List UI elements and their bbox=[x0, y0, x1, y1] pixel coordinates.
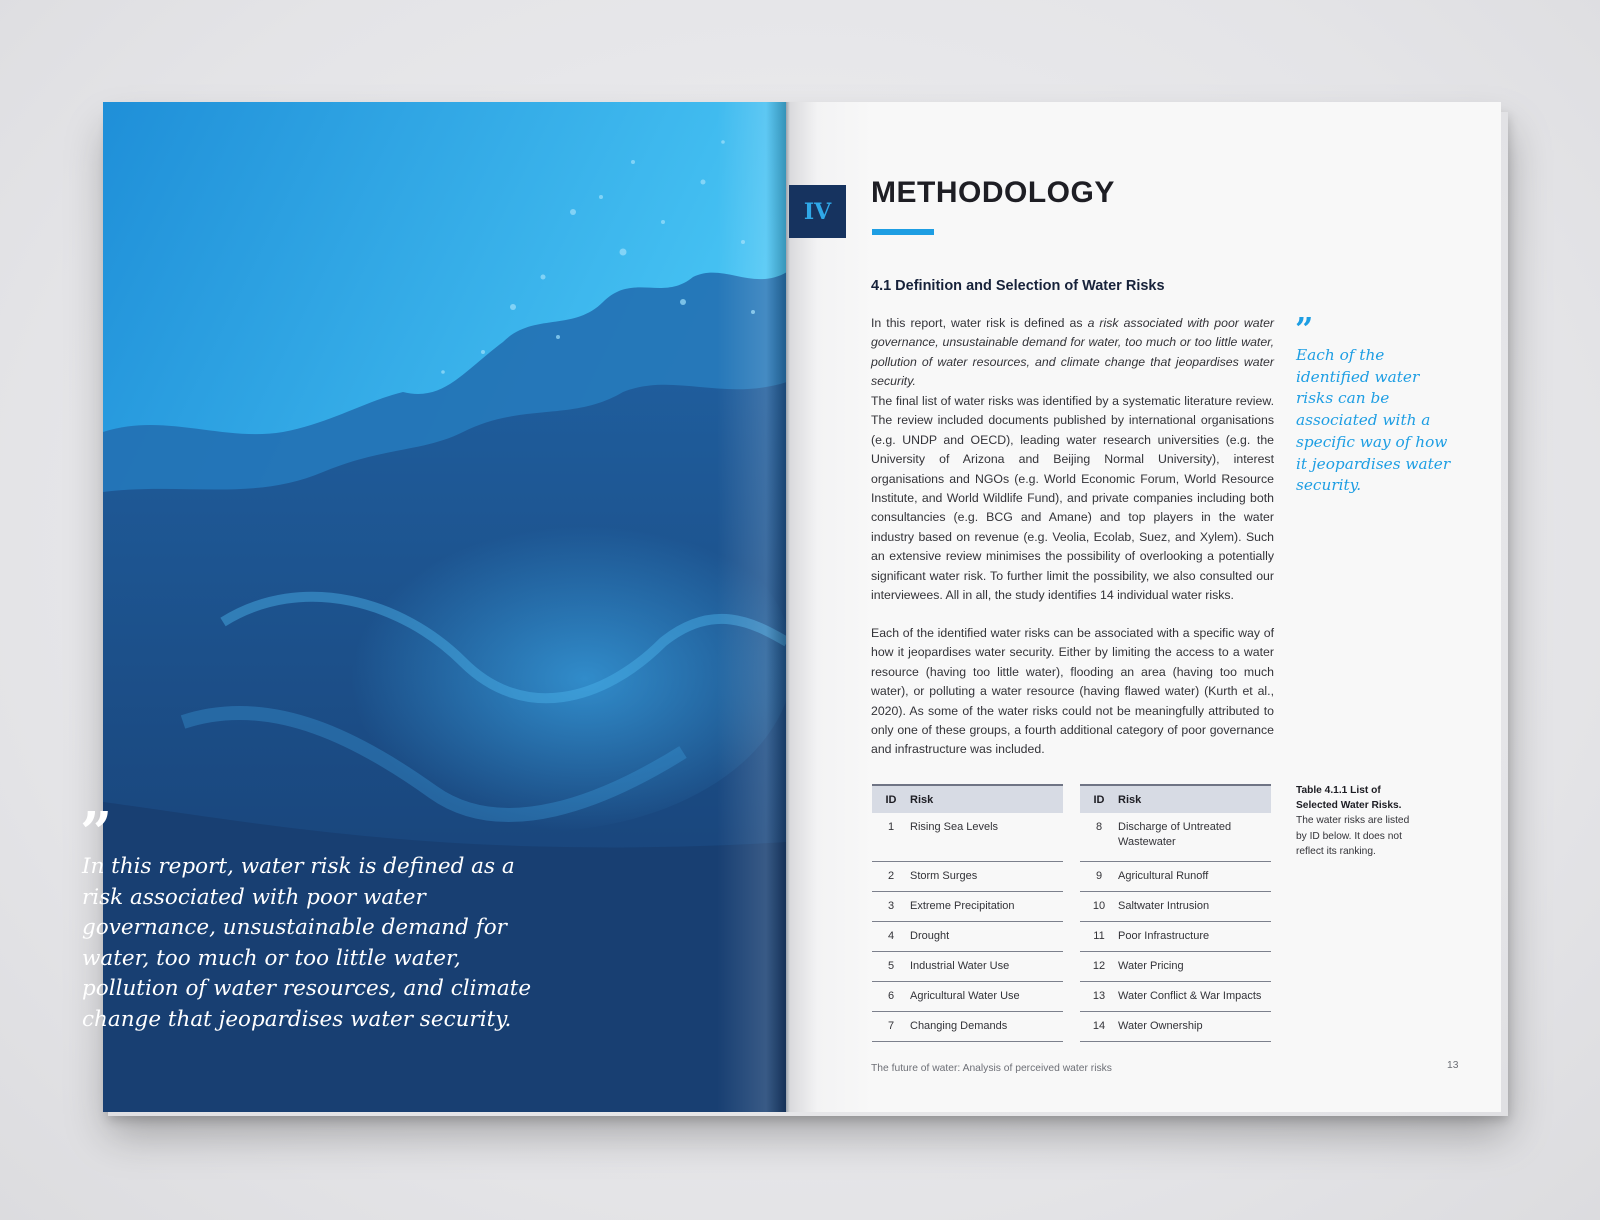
risk-name: Water Ownership bbox=[1118, 1020, 1203, 1032]
paragraph-categories: Each of the identified water risks can be associated with a specific way of how it jeopardises water security. Either by limiting the access to a water resource (having too little water), flooding an area (having too much water), or polluting a water resource (having flawed water) (Kurth et al., 2020). As some of the water risks could not be meaningfully attributed to only one of these groups, a fourth additional category of poor governance and infrastructure was included. bbox=[871, 626, 1274, 757]
table-row bbox=[872, 813, 1063, 862]
column-header-risk: Risk bbox=[910, 794, 934, 806]
risk-id: 12 bbox=[1092, 960, 1106, 972]
risk-name: Drought bbox=[910, 930, 950, 942]
pull-quote-mark-icon: ” bbox=[1295, 310, 1314, 348]
column-header-id: ID bbox=[885, 794, 897, 806]
chapter-title: METHODOLOGY bbox=[871, 176, 1115, 209]
risk-name: Discharge of Untreated Wastewater bbox=[1118, 821, 1232, 848]
column-header-risk: Risk bbox=[1118, 794, 1142, 806]
table-row bbox=[1080, 952, 1271, 982]
paragraph-definition-italic: a risk associated with poor water governance, unsustainable demand for water, too much or too little water, pollution of water resources, and climate change that jeopardises water security. bbox=[871, 316, 1274, 389]
risk-name: Water Pricing bbox=[1118, 960, 1184, 972]
left-page-quote: In this report, water risk is defined as a risk associated with poor water governance, unsustainable demand for water, too much or too little water, pollution of water resources, and climate change that jeopardises water security. bbox=[82, 854, 532, 1032]
title-underline bbox=[872, 229, 934, 235]
risk-id: 8 bbox=[1095, 821, 1103, 833]
risk-id: 3 bbox=[887, 900, 895, 912]
risk-id: 14 bbox=[1092, 1020, 1106, 1032]
table-row bbox=[1080, 1012, 1271, 1042]
spine bbox=[786, 102, 790, 1112]
risk-id: 9 bbox=[1095, 870, 1103, 882]
risk-name: Water Conflict & War Impacts bbox=[1118, 990, 1262, 1002]
page-number: 13 bbox=[1447, 1060, 1459, 1071]
risk-id: 11 bbox=[1093, 930, 1105, 942]
risk-name: Saltwater Intrusion bbox=[1118, 900, 1210, 912]
risk-id: 7 bbox=[887, 1020, 895, 1032]
risk-name: Extreme Precipitation bbox=[910, 900, 1015, 912]
table-row bbox=[872, 952, 1063, 982]
risk-id: 4 bbox=[887, 930, 895, 942]
risk-id: 13 bbox=[1092, 990, 1106, 1002]
risk-id: 2 bbox=[887, 870, 895, 882]
section-heading: 4.1 Definition and Selection of Water Risks bbox=[871, 278, 1165, 294]
chapter-number-tab: IV bbox=[789, 185, 846, 238]
table-row bbox=[872, 1012, 1063, 1042]
table-row bbox=[1080, 892, 1271, 922]
gutter-shadow bbox=[717, 102, 787, 1112]
table-caption-title: Table 4.1.1 List of Selected Water Risks. bbox=[1296, 785, 1402, 812]
table-row bbox=[872, 892, 1063, 922]
risk-name: Poor Infrastructure bbox=[1118, 930, 1210, 942]
table-row bbox=[1080, 922, 1271, 952]
footer-title: The future of water: Analysis of perceived water risks bbox=[871, 1063, 1112, 1074]
risk-id: 10 bbox=[1092, 900, 1106, 912]
paragraph-definition bbox=[871, 314, 1274, 392]
paragraph-definition-plain: In this report, water risk is defined as bbox=[871, 316, 1088, 330]
risk-id: 6 bbox=[887, 990, 895, 1002]
risk-table-right bbox=[1080, 784, 1271, 1042]
risk-name: Changing Demands bbox=[910, 1020, 1008, 1032]
column-header-id: ID bbox=[1093, 794, 1105, 806]
table-header bbox=[1080, 785, 1271, 813]
table-row bbox=[872, 862, 1063, 892]
pull-quote: Each of the identified water risks can be associated with a specific way of how it jeopardises water security. bbox=[1296, 346, 1451, 495]
risk-id: 5 bbox=[887, 960, 895, 972]
risk-name: Rising Sea Levels bbox=[910, 821, 999, 833]
table-row bbox=[1080, 813, 1271, 862]
risk-name: Industrial Water Use bbox=[910, 960, 1010, 972]
risk-table-left bbox=[872, 784, 1063, 1042]
table-row bbox=[872, 922, 1063, 952]
table-caption bbox=[1296, 783, 1416, 859]
paragraph-literature-review: The final list of water risks was identified by a systematic literature review. The review included documents published by international organisations (e.g. UNDP and OECD), leading water research universities (e.g. the University of Arizona and Beijing Normal University), interest organisations and NGOs (e.g. World Economic Forum, World Resource Institute, and World Wildlife Fund), and private companies including both consultancies (e.g. BCG and Amane) and top players in the water industry based on revenue (e.g. Veolia, Ecolab, Suez, and Xylem). Such an extensive review minimises the possibility of overlooking a potentially significant water risk. To further limit the possibility, we also consulted our interviewees. All in all, the study identifies 14 individual water risks. bbox=[871, 394, 1274, 603]
risk-id: 1 bbox=[887, 821, 895, 833]
table-header bbox=[872, 785, 1063, 813]
risk-name: Agricultural Water Use bbox=[910, 990, 1020, 1002]
table-row bbox=[872, 982, 1063, 1012]
table-row bbox=[1080, 982, 1271, 1012]
table-caption-text: The water risks are listed by ID below. It does not reflect its ranking. bbox=[1296, 815, 1410, 857]
quote-mark-icon: ” bbox=[80, 800, 113, 866]
risk-name: Agricultural Runoff bbox=[1118, 870, 1209, 882]
table-row bbox=[1080, 862, 1271, 892]
risk-name: Storm Surges bbox=[910, 870, 978, 882]
